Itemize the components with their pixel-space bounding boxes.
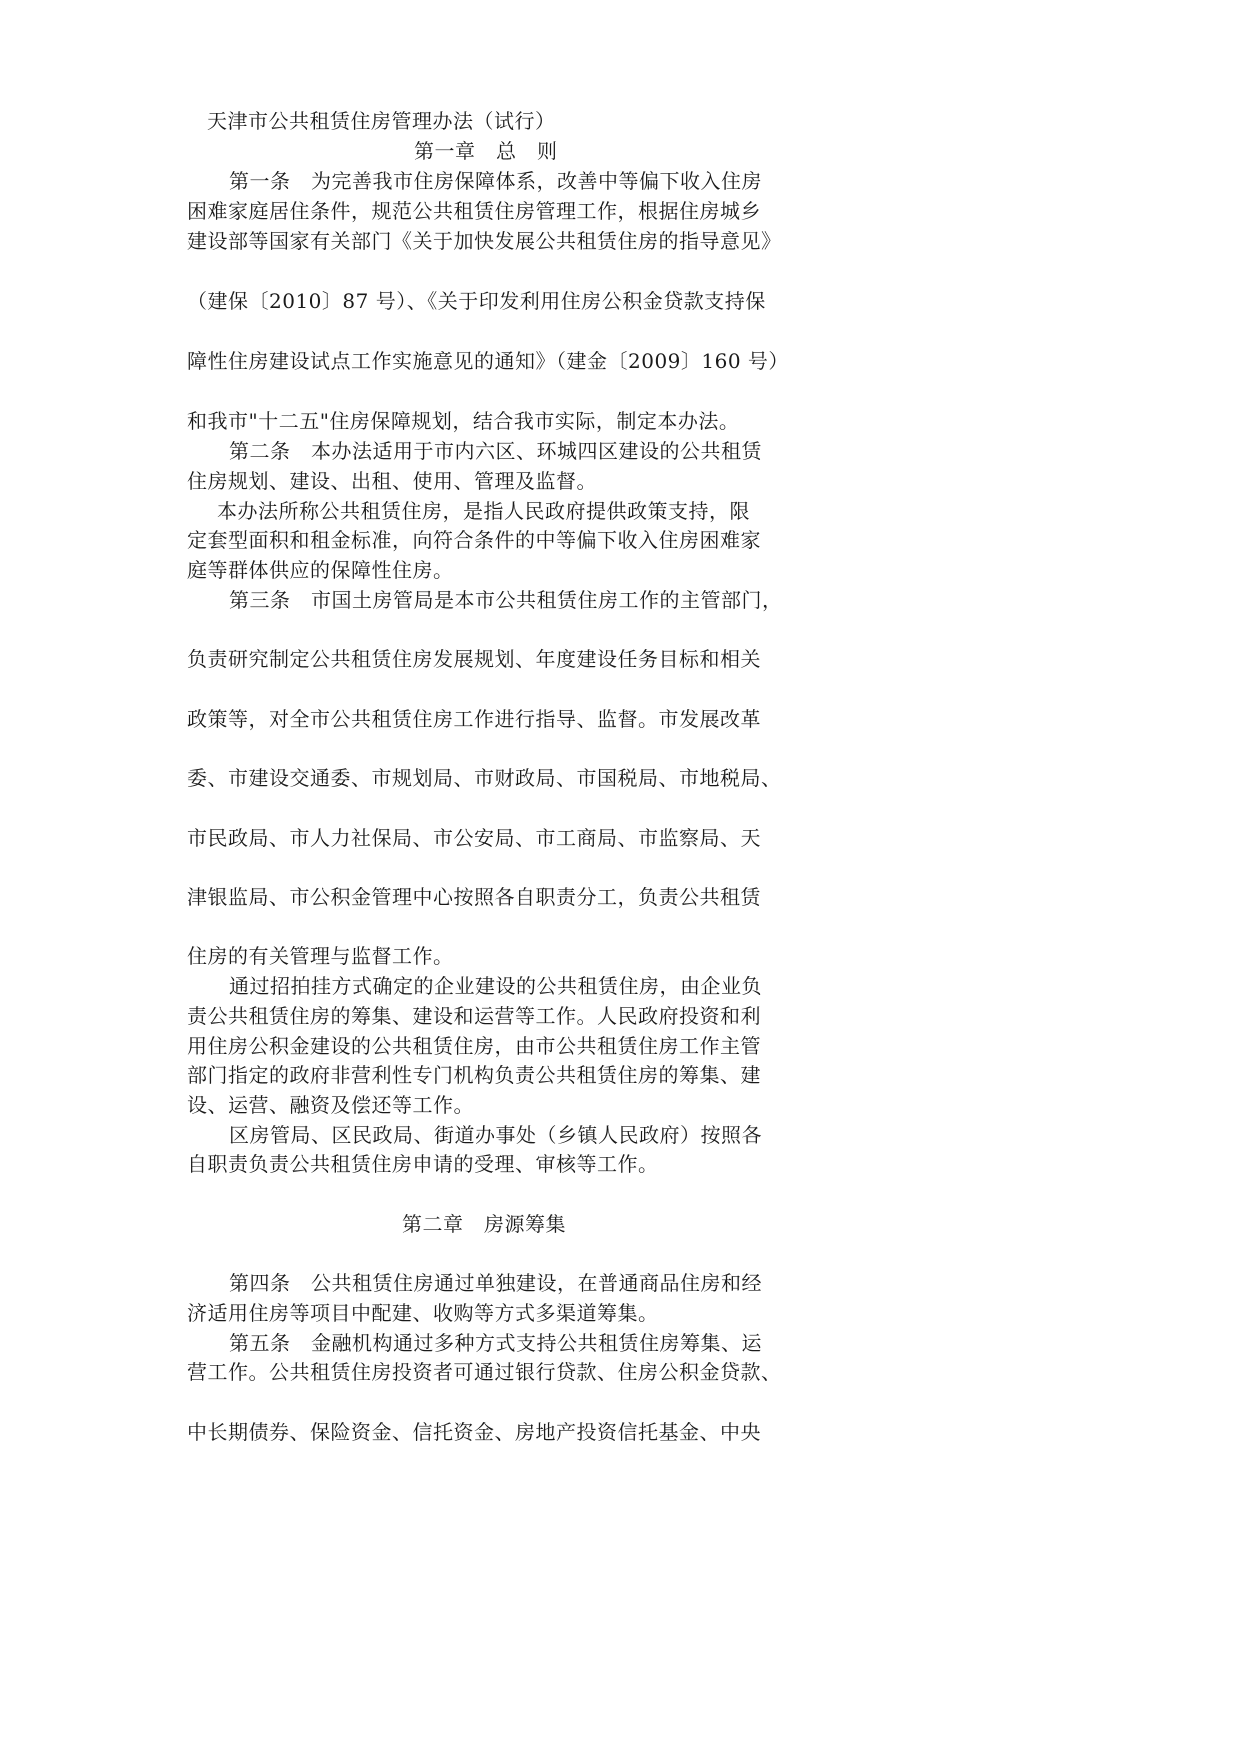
text-line: 津银监局、市公积金管理中心按照各自职责分工，负责公共租赁 xyxy=(187,885,761,909)
text-line: 市民政局、市人力社保局、市公安局、市工商局、市监察局、天 xyxy=(187,826,761,850)
text-line: 第三条 市国土房管局是本市公共租赁住房工作的主管部门， xyxy=(229,588,783,612)
text-line: 第四条 公共租赁住房通过单独建设，在普通商品住房和经 xyxy=(229,1271,762,1295)
text-line: 建设部等国家有关部门《关于加快发展公共租赁住房的指导意见》 xyxy=(187,229,782,253)
chapter-2-heading: 第二章 房源筹集 xyxy=(402,1212,566,1236)
text-line: 住房的有关管理与监督工作。 xyxy=(187,944,454,968)
text-line: 庭等群体供应的保障性住房。 xyxy=(187,558,454,582)
text-line: 部门指定的政府非营利性专门机构负责公共租赁住房的筹集、建 xyxy=(187,1063,761,1087)
text-line: 济适用住房等项目中配建、收购等方式多渠道筹集。 xyxy=(187,1301,659,1325)
text-line: 委、市建设交通委、市规划局、市财政局、市国税局、市地税局、 xyxy=(187,766,782,790)
text-line: 第一条 为完善我市住房保障体系，改善中等偏下收入住房 xyxy=(229,169,762,193)
text-line: （建保〔2010〕87 号）、《关于印发利用住房公积金贷款支持保 xyxy=(187,289,766,313)
text-line: 和我市"十二五"住房保障规划，结合我市实际，制定本办法。 xyxy=(187,409,740,433)
text-line: 中长期债券、保险资金、信托资金、房地产投资信托基金、中央 xyxy=(187,1420,761,1444)
text-line: 障性住房建设试点工作实施意见的通知》（建金〔2009〕160 号） xyxy=(187,349,789,373)
document-title: 天津市公共租赁住房管理办法（试行） xyxy=(207,109,556,133)
text-line: 设、运营、融资及偿还等工作。 xyxy=(187,1093,474,1117)
text-line: 责公共租赁住房的筹集、建设和运营等工作。人民政府投资和利 xyxy=(187,1004,761,1028)
text-line: 营工作。公共租赁住房投资者可通过银行贷款、住房公积金贷款、 xyxy=(187,1360,782,1384)
chapter-1-heading: 第一章 总 则 xyxy=(414,139,558,163)
text-line: 负责研究制定公共租赁住房发展规划、年度建设任务目标和相关 xyxy=(187,647,761,671)
text-line: 第二条 本办法适用于市内六区、环城四区建设的公共租赁 xyxy=(229,439,762,463)
text-line: 区房管局、区民政局、街道办事处（乡镇人民政府）按照各 xyxy=(229,1123,762,1147)
text-line: 第五条 金融机构通过多种方式支持公共租赁住房筹集、运 xyxy=(229,1331,762,1355)
text-line: 定套型面积和租金标准，向符合条件的中等偏下收入住房困难家 xyxy=(187,528,761,552)
text-line: 通过招拍挂方式确定的企业建设的公共租赁住房，由企业负 xyxy=(229,974,762,998)
text-line: 自职责负责公共租赁住房申请的受理、审核等工作。 xyxy=(187,1152,659,1176)
text-line: 住房规划、建设、出租、使用、管理及监督。 xyxy=(187,469,597,493)
text-line: 政策等，对全市公共租赁住房工作进行指导、监督。市发展改革 xyxy=(187,707,761,731)
text-line: 用住房公积金建设的公共租赁住房，由市公共租赁住房工作主管 xyxy=(187,1034,761,1058)
text-line: 困难家庭居住条件，规范公共租赁住房管理工作，根据住房城乡 xyxy=(187,199,761,223)
text-line: 本办法所称公共租赁住房，是指人民政府提供政策支持，限 xyxy=(217,499,750,523)
